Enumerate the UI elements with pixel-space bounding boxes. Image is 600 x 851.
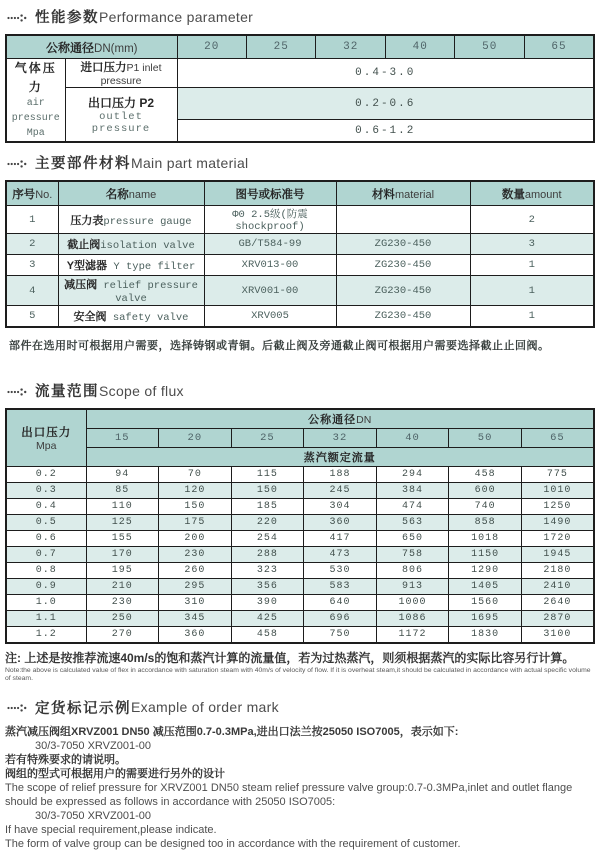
cell-flow: 356 <box>231 579 304 595</box>
cell-flow: 254 <box>231 531 304 547</box>
dn-value: 65 <box>521 429 594 448</box>
performance-header-row <box>6 35 594 59</box>
cell-amount: 1 <box>470 255 594 276</box>
cell-flow: 1560 <box>449 595 522 611</box>
cell-flow: 188 <box>304 467 377 483</box>
cell-flow: 345 <box>159 611 232 627</box>
cell-name: 截止阀isolation valve <box>58 234 204 255</box>
table-row <box>6 206 594 234</box>
cell-code: XRV005 <box>204 306 336 328</box>
cell-flow: 425 <box>231 611 304 627</box>
cell-flow: 360 <box>304 515 377 531</box>
cell-flow: 1945 <box>521 547 594 563</box>
cell-flow: 650 <box>376 531 449 547</box>
cell-flow: 1018 <box>449 531 522 547</box>
cell-flow: 600 <box>449 483 522 499</box>
cell-pressure: 0.8 <box>6 563 86 579</box>
cell-flow: 1830 <box>449 627 522 644</box>
cell-flow: 858 <box>449 515 522 531</box>
cell-flow: 1405 <box>449 579 522 595</box>
section-title-cn: 定货标记示例 <box>35 700 131 717</box>
cell-flow: 230 <box>159 547 232 563</box>
flux-table <box>5 408 595 644</box>
order-line-cn-3: 阀组的型式可根据用户的需要进行另外的设计 <box>5 767 225 780</box>
cell-name: Y型滤器 Y type filter <box>58 255 204 276</box>
cell-flow: 1086 <box>376 611 449 627</box>
cell-flow: 150 <box>159 499 232 515</box>
outlet-pressure-label-cell: 出口压力 P2 outlet pressure <box>65 88 177 143</box>
cell-flow: 2640 <box>521 595 594 611</box>
cell-flow: 85 <box>86 483 159 499</box>
cell-flow: 1695 <box>449 611 522 627</box>
cell-no: 1 <box>6 206 58 234</box>
cell-flow: 2180 <box>521 563 594 579</box>
cell-material: ZG230-450 <box>336 306 470 328</box>
section-title-en: Example of order mark <box>131 699 279 716</box>
dotted-arrow-icon <box>7 386 28 398</box>
cell-flow: 640 <box>304 595 377 611</box>
cell-flow: 1720 <box>521 531 594 547</box>
cell-flow: 115 <box>231 467 304 483</box>
cell-flow: 220 <box>231 515 304 531</box>
section-title-en: Performance parameter <box>99 8 254 25</box>
cell-flow: 1490 <box>521 515 594 531</box>
performance-table <box>5 34 595 143</box>
flux-header-row-subtitle <box>6 448 594 467</box>
order-code-1: 30/3-7050 XRVZ001-00 <box>35 739 151 752</box>
table-row <box>6 255 594 276</box>
cell-flow: 2870 <box>521 611 594 627</box>
cell-pressure: 0.5 <box>6 515 86 531</box>
section-title-material <box>5 152 595 173</box>
order-line-en-2: If have special requirement,please indicate. <box>5 823 217 836</box>
cell-name: 安全阀 safety valve <box>58 306 204 328</box>
cell-flow: 94 <box>86 467 159 483</box>
table-row <box>6 531 594 547</box>
cell-flow: 230 <box>86 595 159 611</box>
outlet-pressure-row-1 <box>6 88 594 120</box>
table-row <box>6 499 594 515</box>
table-row <box>6 547 594 563</box>
dn-value: 40 <box>385 35 454 59</box>
cell-pressure: 1.1 <box>6 611 86 627</box>
cell-flow: 120 <box>159 483 232 499</box>
dn-value: 50 <box>455 35 524 59</box>
cell-material <box>336 206 470 234</box>
cell-amount: 2 <box>470 206 594 234</box>
cell-material: ZG230-450 <box>336 234 470 255</box>
cell-flow: 175 <box>159 515 232 531</box>
cell-flow: 125 <box>86 515 159 531</box>
cell-amount: 1 <box>470 306 594 328</box>
cell-flow: 310 <box>159 595 232 611</box>
dn-span-header: 公称通径DN <box>86 409 594 429</box>
cell-flow: 260 <box>159 563 232 579</box>
cell-name: 减压阀 relief pressure valve <box>58 276 204 306</box>
cell-pressure: 0.6 <box>6 531 86 547</box>
cell-flow: 384 <box>376 483 449 499</box>
cell-flow: 563 <box>376 515 449 531</box>
section-title-cn: 性能参数 <box>35 10 99 26</box>
cell-flow: 294 <box>376 467 449 483</box>
material-table-body <box>6 206 594 328</box>
cell-flow: 417 <box>304 531 377 547</box>
cell-flow: 185 <box>231 499 304 515</box>
cell-flow: 210 <box>86 579 159 595</box>
dn-value: 25 <box>247 35 316 59</box>
inlet-pressure-label-cell: 进口压力P1 inlet pressure <box>65 59 177 88</box>
cell-flow: 913 <box>376 579 449 595</box>
cell-material: ZG230-450 <box>336 276 470 306</box>
flux-note-cn: 注: 上述是按推荐流速40m/s的饱和蒸汽计算的流量值，若为过热蒸汽，则须根据蒸汽的实际比容另行计算。 <box>5 651 575 665</box>
dn-value: 32 <box>316 35 385 59</box>
dotted-arrow-icon <box>7 12 28 24</box>
table-row <box>6 515 594 531</box>
cell-flow: 2410 <box>521 579 594 595</box>
table-row <box>6 611 594 627</box>
cell-flow: 360 <box>159 627 232 644</box>
cell-flow: 583 <box>304 579 377 595</box>
header-no: 序号No. <box>6 181 58 206</box>
section-title-flux <box>5 380 595 401</box>
header-name: 名称name <box>58 181 204 206</box>
cell-pressure: 0.7 <box>6 547 86 563</box>
dn-value: 40 <box>376 429 449 448</box>
cell-pressure: 1.0 <box>6 595 86 611</box>
cell-flow: 1290 <box>449 563 522 579</box>
cell-flow: 390 <box>231 595 304 611</box>
cell-flow: 3100 <box>521 627 594 644</box>
table-row <box>6 627 594 644</box>
cell-material: ZG230-450 <box>336 255 470 276</box>
section-title-cn: 主要部件材料 <box>35 156 131 172</box>
table-row <box>6 467 594 483</box>
table-row <box>6 595 594 611</box>
header-code: 图号或标准号 <box>204 181 336 206</box>
cell-flow: 323 <box>231 563 304 579</box>
cell-pressure: 0.2 <box>6 467 86 483</box>
cell-flow: 250 <box>86 611 159 627</box>
material-note: 部件在选用时可根据用户需要，选择铸钢或青铜。后截止阀及旁通截止阀可根据用户需要选择截止止回阀。 <box>9 340 550 352</box>
cell-flow: 473 <box>304 547 377 563</box>
cell-flow: 458 <box>449 467 522 483</box>
cell-flow: 295 <box>159 579 232 595</box>
flux-header-row-sizes <box>6 429 594 448</box>
cell-flow: 1172 <box>376 627 449 644</box>
flux-table-body <box>6 467 594 644</box>
material-header-row <box>6 181 594 206</box>
cell-flow: 1010 <box>521 483 594 499</box>
cell-pressure: 0.3 <box>6 483 86 499</box>
dn-value: 50 <box>449 429 522 448</box>
cell-flow: 750 <box>304 627 377 644</box>
cell-flow: 1250 <box>521 499 594 515</box>
cell-amount: 1 <box>470 276 594 306</box>
cell-flow: 806 <box>376 563 449 579</box>
cell-no: 2 <box>6 234 58 255</box>
cell-code: XRV013-00 <box>204 255 336 276</box>
cell-code: Φ0 2.5级(防震 shockproof) <box>204 206 336 234</box>
cell-code: GB/T584-99 <box>204 234 336 255</box>
cell-flow: 740 <box>449 499 522 515</box>
table-row <box>6 276 594 306</box>
dn-value: 25 <box>231 429 304 448</box>
outlet-pressure-value-2: 0.6-1.2 <box>177 120 594 142</box>
dn-header-cell: 公称通径DN(mm) <box>6 35 177 59</box>
order-line-en-3: The form of valve group can be designed too in accordance with the requirement of customer. <box>5 837 461 850</box>
inlet-pressure-value: 0.4-3.0 <box>177 59 594 88</box>
cell-flow: 474 <box>376 499 449 515</box>
section-title-cn: 流量范围 <box>35 384 99 400</box>
order-line-cn-2: 若有特殊要求的请说明。 <box>5 753 126 766</box>
cell-no: 3 <box>6 255 58 276</box>
cell-flow: 110 <box>86 499 159 515</box>
cell-flow: 70 <box>159 467 232 483</box>
order-paragraph-en: The scope of relief pressure for XRVZ001 DN50 steam relief pressure valve group:0.7-0.3MPa,inlet and outlet flange should be expressed as follows in accordance with 25050 ISO7005: <box>5 781 573 808</box>
inlet-pressure-row <box>6 59 594 88</box>
cell-pressure: 0.4 <box>6 499 86 515</box>
table-row <box>6 579 594 595</box>
cell-flow: 155 <box>86 531 159 547</box>
dn-value: 20 <box>177 35 246 59</box>
cell-flow: 170 <box>86 547 159 563</box>
table-row <box>6 306 594 328</box>
header-material: 材料material <box>336 181 470 206</box>
order-mark-section <box>5 725 595 851</box>
cell-flow: 458 <box>231 627 304 644</box>
air-pressure-label-cell: 气体压力 air pressure Mpa <box>6 59 65 143</box>
outlet-pressure-corner-cell: 出口压力 Mpa <box>6 409 86 467</box>
order-line-cn-1: 蒸汽减压阀组XRVZ001 DN50 减压范围0.7-0.3MPa,进出口法兰按25050 ISO7005，表示如下: <box>5 725 459 738</box>
cell-flow: 150 <box>231 483 304 499</box>
cell-no: 5 <box>6 306 58 328</box>
cell-flow: 530 <box>304 563 377 579</box>
dn-value: 15 <box>86 429 159 448</box>
cell-flow: 200 <box>159 531 232 547</box>
cell-no: 4 <box>6 276 58 306</box>
section-title-en: Scope of flux <box>99 382 184 399</box>
cell-flow: 270 <box>86 627 159 644</box>
dotted-arrow-icon <box>7 158 28 170</box>
section-title-order-mark <box>5 697 595 718</box>
order-code-2: 30/3-7050 XRVZ001-00 <box>35 809 151 822</box>
header-amount: 数量amount <box>470 181 594 206</box>
section-title-performance <box>5 6 595 27</box>
cell-flow: 245 <box>304 483 377 499</box>
section-title-en: Main part material <box>131 154 249 171</box>
material-table <box>5 180 595 328</box>
dotted-arrow-icon <box>7 702 28 714</box>
cell-flow: 1000 <box>376 595 449 611</box>
table-row <box>6 483 594 499</box>
table-row <box>6 563 594 579</box>
cell-amount: 3 <box>470 234 594 255</box>
cell-pressure: 0.9 <box>6 579 86 595</box>
table-row <box>6 234 594 255</box>
cell-flow: 288 <box>231 547 304 563</box>
cell-flow: 1150 <box>449 547 522 563</box>
cell-flow: 304 <box>304 499 377 515</box>
rated-flow-header: 蒸汽额定流量 <box>86 448 594 467</box>
flux-note-en: Note:the above is calculated value of flex in accordance with saturation steam with 40m/s of velocity of flow. If it is overheat steam,it should be calculated in accordance with actual specific volume of steam. <box>5 667 591 683</box>
dn-value: 20 <box>159 429 232 448</box>
dn-value: 32 <box>304 429 377 448</box>
outlet-pressure-value-1: 0.2-0.6 <box>177 88 594 120</box>
cell-flow: 775 <box>521 467 594 483</box>
dn-value: 65 <box>524 35 594 59</box>
cell-name: 压力表pressure gauge <box>58 206 204 234</box>
cell-flow: 696 <box>304 611 377 627</box>
flux-header-row-dn <box>6 409 594 429</box>
cell-pressure: 1.2 <box>6 627 86 644</box>
cell-flow: 195 <box>86 563 159 579</box>
cell-code: XRV001-00 <box>204 276 336 306</box>
cell-flow: 758 <box>376 547 449 563</box>
